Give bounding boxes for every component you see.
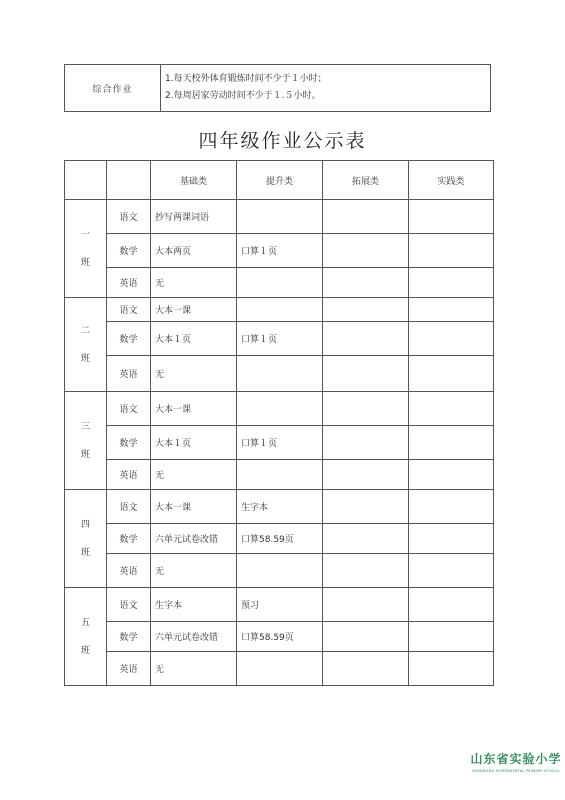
practice-homework-cell (409, 268, 494, 298)
subject-cell: 数学 (107, 234, 151, 268)
advanced-homework-cell: 口算58.59页 (237, 622, 323, 652)
subject-cell: 英语 (107, 356, 151, 392)
basic-homework-cell: 无 (151, 652, 237, 686)
basic-homework-cell: 六单元试卷改错 (151, 524, 237, 554)
basic-homework-cell: 生字本 (151, 588, 237, 622)
table-row (65, 524, 494, 554)
advanced-homework-cell: 口算１页 (237, 322, 323, 356)
extended-homework-cell (323, 554, 409, 588)
table-row (65, 426, 494, 460)
table-row (65, 268, 494, 298)
basic-homework-cell: 无 (151, 356, 237, 392)
extended-homework-cell (323, 322, 409, 356)
extended-homework-cell (323, 652, 409, 686)
practice-homework-cell (409, 652, 494, 686)
class-name-char: 二 (80, 325, 90, 336)
page-title: 四年级作业公示表 (198, 130, 367, 152)
basic-homework-cell: 大本一课 (151, 392, 237, 426)
extended-homework-cell (323, 622, 409, 652)
subject-cell: 语文 (107, 392, 151, 426)
table-row (65, 392, 494, 426)
class-name-char: 四 (80, 519, 90, 530)
advanced-homework-cell (237, 356, 323, 392)
header-basic: 基础类 (151, 161, 237, 200)
basic-homework-cell: 大本一课 (151, 298, 237, 322)
subject-cell: 语文 (107, 298, 151, 322)
basic-homework-cell: 抄写两课词语 (151, 200, 237, 234)
subject-cell: 英语 (107, 460, 151, 490)
extended-homework-cell (323, 524, 409, 554)
header-blank (107, 161, 151, 200)
subject-cell: 语文 (107, 200, 151, 234)
practice-homework-cell (409, 356, 494, 392)
extended-homework-cell (323, 460, 409, 490)
advanced-homework-cell (237, 554, 323, 588)
subject-cell: 英语 (107, 652, 151, 686)
comprehensive-homework-line-1: 1.每天校外体育锻炼时间不少于１小时； (165, 74, 327, 84)
class-name-char: 五 (80, 617, 90, 628)
subject-cell: 英语 (107, 268, 151, 298)
class-name-cell (65, 588, 107, 686)
subject-cell: 数学 (107, 524, 151, 554)
class-name-cell (65, 392, 107, 490)
table-row (65, 588, 494, 622)
subject-cell: 语文 (107, 588, 151, 622)
advanced-homework-cell (237, 652, 323, 686)
advanced-homework-cell: 生字本 (237, 490, 323, 524)
practice-homework-cell (409, 426, 494, 460)
school-logo-subtitle: SHANDONG EXPERIMENTAL PRIMARY SCHOOL (472, 769, 560, 773)
subject-cell: 数学 (107, 622, 151, 652)
basic-homework-cell: 六单元试卷改错 (151, 622, 237, 652)
class-name-char: 班 (80, 449, 90, 460)
subject-cell: 数学 (107, 426, 151, 460)
advanced-homework-cell (237, 392, 323, 426)
practice-homework-cell (409, 322, 494, 356)
advanced-homework-cell: 口算１页 (237, 234, 323, 268)
practice-homework-cell (409, 460, 494, 490)
advanced-homework-cell: 预习 (237, 588, 323, 622)
basic-homework-cell: 无 (151, 268, 237, 298)
practice-homework-cell (409, 234, 494, 268)
extended-homework-cell (323, 426, 409, 460)
class-name-char: 班 (80, 547, 90, 558)
practice-homework-cell (409, 200, 494, 234)
homework-table (64, 160, 494, 686)
practice-homework-cell (409, 490, 494, 524)
basic-homework-cell: 大本１页 (151, 322, 237, 356)
practice-homework-cell (409, 588, 494, 622)
table-row (65, 554, 494, 588)
header-row (65, 161, 494, 200)
class-name-char: 班 (80, 353, 90, 364)
class-name-char: 三 (80, 421, 90, 432)
practice-homework-cell (409, 554, 494, 588)
comprehensive-homework-line-2: 2.每周居家劳动时间不少于１.５小时。 (165, 91, 321, 101)
extended-homework-cell (323, 392, 409, 426)
class-name-char: 班 (80, 645, 90, 656)
table-row (65, 234, 494, 268)
class-name-cell (65, 200, 107, 298)
extended-homework-cell (323, 356, 409, 392)
basic-homework-cell: 无 (151, 554, 237, 588)
header-advanced: 提升类 (237, 161, 323, 200)
extended-homework-cell (323, 490, 409, 524)
extended-homework-cell (323, 588, 409, 622)
school-logo-name: 山东省实验小学 (470, 752, 562, 766)
advanced-homework-cell: 口算58.59页 (237, 524, 323, 554)
subject-cell: 语文 (107, 490, 151, 524)
table-row (65, 622, 494, 652)
table-row (65, 490, 494, 524)
header-blank (65, 161, 107, 200)
class-name-cell (65, 490, 107, 588)
practice-homework-cell (409, 298, 494, 322)
table-row (65, 460, 494, 490)
header-practice: 实践类 (409, 161, 494, 200)
practice-homework-cell (409, 524, 494, 554)
comprehensive-homework-label: 综合作业 (65, 65, 161, 112)
extended-homework-cell (323, 268, 409, 298)
subject-cell: 英语 (107, 554, 151, 588)
table-row (65, 65, 491, 112)
header-extended: 拓展类 (323, 161, 409, 200)
school-logo (470, 750, 562, 790)
class-name-cell (65, 298, 107, 392)
advanced-homework-cell (237, 460, 323, 490)
basic-homework-cell: 无 (151, 460, 237, 490)
advanced-homework-cell (237, 200, 323, 234)
table-row (65, 356, 494, 392)
basic-homework-cell: 大本１页 (151, 426, 237, 460)
practice-homework-cell (409, 622, 494, 652)
subject-cell: 数学 (107, 322, 151, 356)
basic-homework-cell: 大本一课 (151, 490, 237, 524)
practice-homework-cell (409, 392, 494, 426)
extended-homework-cell (323, 200, 409, 234)
advanced-homework-cell: 口算１页 (237, 426, 323, 460)
comprehensive-homework-content (161, 65, 491, 112)
table-row (65, 322, 494, 356)
table-row (65, 298, 494, 322)
class-name-char: 班 (80, 257, 90, 268)
advanced-homework-cell (237, 298, 323, 322)
basic-homework-cell: 大本两页 (151, 234, 237, 268)
class-name-char: 一 (80, 229, 90, 240)
extended-homework-cell (323, 298, 409, 322)
comprehensive-homework-table (64, 64, 491, 112)
advanced-homework-cell (237, 268, 323, 298)
table-row (65, 652, 494, 686)
extended-homework-cell (323, 234, 409, 268)
table-row (65, 200, 494, 234)
